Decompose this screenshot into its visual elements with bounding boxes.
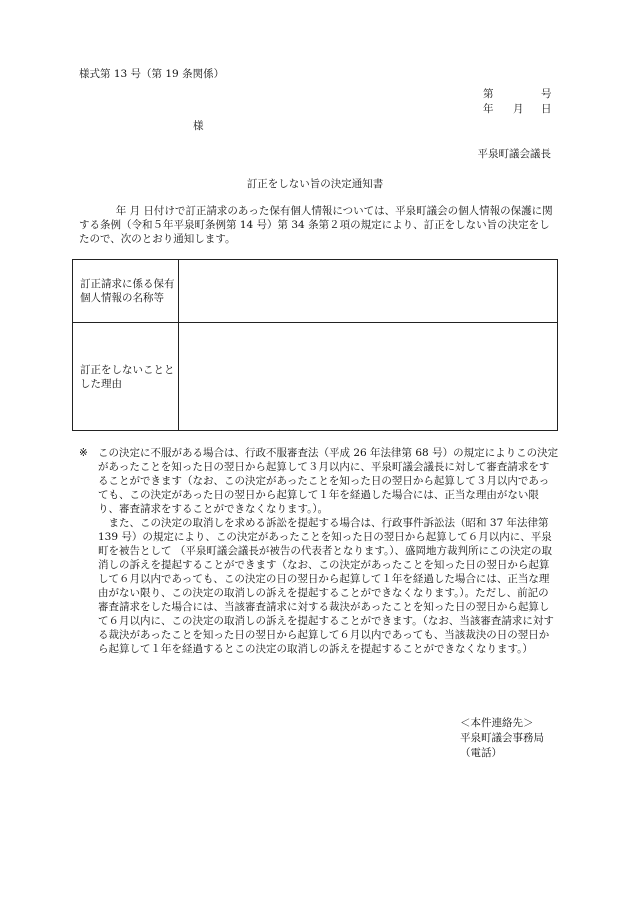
document-title: 訂正をしない旨の決定通知書 xyxy=(246,178,384,190)
note-mark: ※ xyxy=(79,447,88,459)
table-row xyxy=(73,323,558,431)
note-section xyxy=(79,446,559,656)
document-number-prefix: 第 xyxy=(483,88,494,100)
contact-phone: （電話） xyxy=(460,747,502,759)
table-row xyxy=(73,260,558,323)
date-year: 年 xyxy=(483,103,494,115)
form-number: 様式第 13 号（第 19 条関係） xyxy=(79,68,225,80)
table-label-reason: 訂正をしないこととした理由 xyxy=(73,323,179,431)
table-value-reason xyxy=(179,323,558,431)
addressee: 様 xyxy=(193,120,204,132)
sender: 平泉町議会議長 xyxy=(477,148,551,160)
table-value-info-name xyxy=(179,260,558,323)
info-table xyxy=(72,259,558,431)
contact-block xyxy=(460,716,544,761)
date-month: 月 xyxy=(513,103,524,115)
note-paragraph-1 xyxy=(79,446,559,516)
contact-office: 平泉町議会事務局 xyxy=(460,732,544,744)
note-paragraph-1-text: この決定に不服がある場合は、行政不服審査法（平成 26 年法律第 68 号）の規定によりこの決定があったことを知った日の翌日から起算して３月以内に、平泉町議会議長に対して審査請求をすることができます（なお、この決定があったことを知った日の翌日から起算して３月以内であっても、この決定があった日の翌日から起算して１年を経過した場合には、正当な理由がない限り、審査請求をすることができなくなります。）。 xyxy=(98,447,559,515)
date-day: 日 xyxy=(541,103,552,115)
body-text: 年 月 日付けで訂正請求のあった保有個人情報については、平泉町議会の個人情報の保護に関する条例（令和５年平泉町条例第 14 号）第 34 条第２項の規定により、訂正をしない旨の決定をしたので、次のとおり通知します。 xyxy=(79,205,553,245)
note-paragraph-2: また、この決定の取消しを求める訴訟を提起する場合は、行政事件訴訟法（昭和 37 年法律第 139 号）の規定により、この決定があったことを知った日の翌日から起算して６月以内に、平泉町を被告として （平泉町議会議長が被告の代表者となります。）、盛岡地方裁判所にこの決定の取消しの訴えを提起することができます（なお、この決定があったことを知った日の翌日から起算して６月以内であっても、この決定の日の翌日から起算して１年を経過した場合には、正当な理由がない限り、この決定の取消しの訴えを提起することができなくなります。）。ただし、前記の審査請求をした場合には、当該審査請求に対する裁決があったことを知った日の翌日から起算して６月以内に、この決定の取消しの訴えを提起することができます。（なお、当該審査請求に対する裁決があったことを知った日の翌日から起算して６月以内であっても、当該裁決の日の翌日から起算して１年を経過するとこの決定の取消しの訴えを提起することができなくなります。） xyxy=(98,517,554,655)
contact-heading: ＜本件連絡先＞ xyxy=(460,717,534,729)
document-number-suffix: 号 xyxy=(541,88,552,100)
table-label-info-name: 訂正請求に係る保有個人情報の名称等 xyxy=(73,260,179,323)
issue-date xyxy=(483,101,551,115)
